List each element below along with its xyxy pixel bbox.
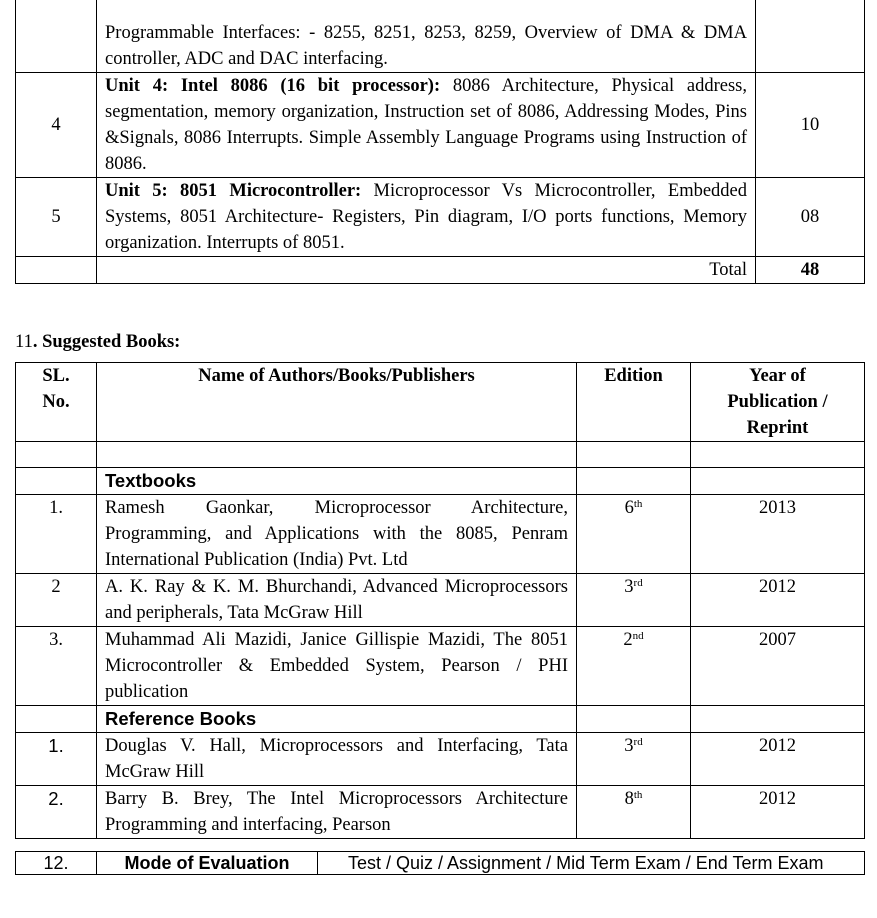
table-row: [16, 786, 865, 839]
unit-content: [97, 73, 756, 178]
book-year: 2012: [691, 574, 865, 627]
table-row: [16, 0, 865, 73]
evaluation-label: Mode of Evaluation: [97, 852, 318, 875]
total-row: [16, 257, 865, 284]
unit-hours: 10: [756, 73, 865, 178]
unit-number: 4: [16, 73, 97, 178]
group-row-textbooks: [16, 468, 865, 495]
unit-description: Microprocessor Vs Microcontroller, Embedded Systems, 8051 Architecture- Registers, Pin diagram, I/O ports functions, Memory organization. Interrupts of 8051.: [105, 181, 748, 253]
unit-number-cell: [16, 0, 97, 73]
reference-books-label: Reference Books: [97, 706, 577, 733]
header-year: Year of Publication / Reprint: [691, 363, 865, 442]
book-year: 2012: [691, 786, 865, 839]
book-edition: 3rd: [577, 574, 691, 627]
books-header-row: [16, 363, 865, 442]
book-sl: 3.: [16, 627, 97, 706]
table-row: [16, 178, 865, 257]
section-number: 12.: [16, 852, 97, 875]
textbooks-label: Textbooks: [97, 468, 577, 495]
unit-title: Unit 4: Intel 8086 (16 bit processor):: [105, 76, 441, 96]
header-edition: Edition: [577, 363, 691, 442]
group-row-reference-books: [16, 706, 865, 733]
header-sl-no: SL. No.: [16, 363, 97, 442]
book-sl: 1.: [16, 495, 97, 574]
unit-title: Unit 5: 8051 Microcontroller:: [105, 181, 362, 201]
section-title: . Suggested Books:: [32, 332, 181, 352]
total-value: 48: [756, 257, 865, 284]
book-year: 2007: [691, 627, 865, 706]
table-row: [16, 442, 865, 468]
units-table: [15, 0, 865, 284]
book-edition: 2nd: [577, 627, 691, 706]
book-sl: 2.: [16, 786, 97, 839]
book-sl: 1.: [16, 733, 97, 786]
unit-description: 8086 Architecture, Physical address, segmentation, memory organization, Instruction set of 8086, Addressing Modes, Pins &Signals, 8086 Interrupts. Simple Assembly Language Programs using Instruction of 8086.: [105, 76, 747, 174]
table-row: [16, 574, 865, 627]
table-row: [16, 73, 865, 178]
unit-hours-cell: [756, 0, 865, 73]
table-row: [16, 627, 865, 706]
evaluation-table: [15, 851, 865, 875]
book-sl: 2: [16, 574, 97, 627]
unit-content-continuation: Programmable Interfaces: - 8255, 8251, 8253, 8259, Overview of DMA & DMA controller, ADC and DAC interfacing.: [97, 0, 756, 73]
unit-number: 5: [16, 178, 97, 257]
table-row: [16, 733, 865, 786]
books-table: [15, 362, 865, 839]
total-empty-cell: [16, 257, 97, 284]
unit-content: [97, 178, 756, 257]
section-heading-suggested-books: [15, 329, 180, 355]
book-edition: 3rd: [577, 733, 691, 786]
table-row: [16, 495, 865, 574]
evaluation-row: [16, 852, 865, 875]
section-number: 11: [15, 332, 33, 352]
book-year: 2013: [691, 495, 865, 574]
book-name: Douglas V. Hall, Microprocessors and Interfacing, Tata McGraw Hill: [97, 733, 577, 786]
evaluation-value: Test / Quiz / Assignment / Mid Term Exam / End Term Exam: [318, 852, 865, 875]
book-edition: 8th: [577, 786, 691, 839]
book-name: Barry B. Brey, The Intel Microprocessors Architecture Programming and interfacing, Pearson: [97, 786, 577, 839]
book-name: A. K. Ray & K. M. Bhurchandi, Advanced Microprocessors and peripherals, Tata McGraw Hill: [97, 574, 577, 627]
book-year: 2012: [691, 733, 865, 786]
total-label: Total: [97, 257, 756, 284]
header-name: Name of Authors/Books/Publishers: [97, 363, 577, 442]
unit-hours: 08: [756, 178, 865, 257]
book-name: Ramesh Gaonkar, Microprocessor Architecture, Programming, and Applications with the 8085, Penram International Publication (India) Pvt. Ltd: [97, 495, 577, 574]
book-edition: 6th: [577, 495, 691, 574]
book-name: Muhammad Ali Mazidi, Janice Gillispie Mazidi, The 8051 Microcontroller & Embedded System, Pearson / PHI publication: [97, 627, 577, 706]
